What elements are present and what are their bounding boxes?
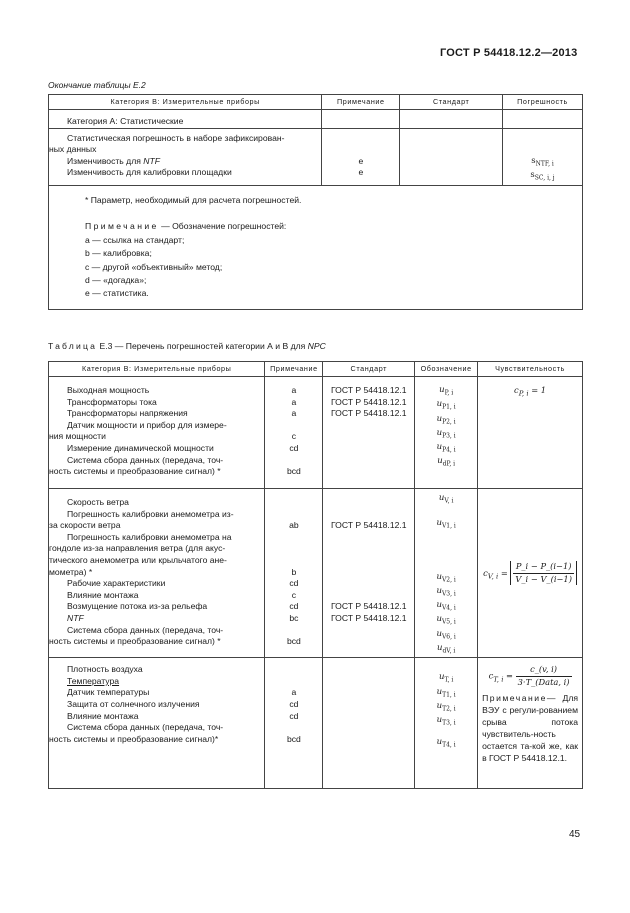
sensitivity-cell: $c_{P, i} = 1$: [478, 377, 583, 489]
note-line: с — другой «объективный» метод;: [85, 261, 223, 272]
table-cell: ГОСТ Р 54418.12.1 ГОСТ Р 54418.12.1 ГОСТ Р 54418.12.1: [323, 377, 415, 489]
table-row: [49, 128, 583, 185]
table-row: [49, 489, 583, 658]
table-row: [49, 185, 583, 309]
table-cell: a a a c cd bcd: [265, 377, 323, 489]
table-row: [49, 658, 583, 789]
table-cell: $u_{T, i}$ $u_{T1, i}$ $u_{T2, i}$ $u_{T3, i}$ $u_{T4, i}$: [415, 658, 478, 789]
section-title: Категория А: Статистические: [49, 110, 322, 129]
table-e3-caption: Таблица Е.3 — Перечень погрешностей категории А и В для NPC: [48, 341, 326, 351]
table-e2: [48, 94, 583, 310]
sensitivity-cell: $c_{V, i}$ = $\frac{P\_i - P\_(i-1)}{V\_i - V\_(i-1)}$: [478, 489, 583, 658]
column-header: Примечание: [265, 362, 323, 377]
column-header: Категория В: Измерительные приборы: [49, 95, 322, 110]
standard-header: ГОСТ Р 54418.12.2—2013: [440, 47, 578, 59]
footnote: * Параметр, необходимый для расчета погрешностей.: [85, 194, 302, 205]
table-cell: ГОСТ Р 54418.12.1 ГОСТ Р 54418.12.1 ГОСТ Р 54418.12.1: [323, 489, 415, 658]
table-header-row: [49, 362, 583, 377]
table-cell: Скорость ветра Погрешность калибровки анемометра из- за скорости ветра Погрешность калибровки анемометра на гондоле из-за направления ветра (для акус- тического анемометра или крыльчатого ане- мометра) * Рабочие характеристики Влияние монтажа Возмущение потока из-за рельефа NTF Система сбора данных (передача, точ- ность системы и преобразование сигнал) *: [49, 489, 265, 658]
table-cell: Выходная мощность Трансформаторы тока Трансформаторы напряжения Датчик мощности и прибор для измере- ния мощности Измерение динамической мощности Система сбора данных (передача, точ- ность системы и преобразование сигнал) *: [49, 377, 265, 489]
table-header-row: [49, 95, 583, 110]
note-lead: Примечание — Обозначение погрешностей:: [85, 221, 287, 232]
table-e2-caption: Окончание таблицы Е.2: [48, 80, 146, 90]
table-cell: e e: [322, 128, 400, 185]
table-cell: Плотность воздуха Температура Датчик температуры Защита от солнечного излучения Влияние монтажа Система сбора данных (передача, точ- ность системы и преобразование сигнал)*: [49, 658, 265, 789]
row-text: Статистическая погрешность в наборе зафиксирован-: [67, 132, 285, 143]
row-text: Изменчивость для калибровки площадки: [67, 167, 232, 178]
note-line: е — статистика.: [85, 288, 149, 299]
table-e3: [48, 361, 583, 789]
table-cell: $u_{P, i}$ $u_{P1, i}$ $u_{P2, i}$ $u_{P3, i}$ $u_{P4, i}$ $u_{dP, i}$: [415, 377, 478, 489]
table-notes: [49, 185, 583, 309]
sensitivity-note: Примечание— Для ВЭУ с регули-рованием срыва потока чувствитель-ность остается та-кой же, как в ГОСТ Р 54418.12.1.: [482, 693, 578, 764]
table-cell: $u_{V, i}$ $u_{V1, i}$ $u_{V2, i}$ $u_{V3, i}$ $u_{V4, i}$ $u_{V5, i}$ $u_{V6, i}$ $u_{dV, i}$: [415, 489, 478, 658]
table-cell: $s_{NTF, i}$ $s_{SC, i, j}$: [503, 128, 583, 185]
note-line: b — калибровка;: [85, 248, 152, 259]
column-header: Стандарт: [400, 95, 503, 110]
table-cell: a cd cd bcd: [265, 658, 323, 789]
sensitivity-cell: $c_{T, i}$ = $\frac{c\_(v, i)}{\text{3·T\_(Data, i)}}$ Примечание— Для ВЭУ с регули-рованием срыва потока чувствитель-ность остается та-кой же, как в ГОСТ Р 54418.12.1.: [478, 658, 583, 789]
page-number: 45: [569, 829, 581, 840]
table-cell: ab b cd c cd bc bcd: [265, 489, 323, 658]
column-header: Примечание: [322, 95, 400, 110]
column-header: Погрешность: [503, 95, 583, 110]
row-text: ных данных: [49, 144, 97, 155]
column-header: Чувствительность: [478, 362, 583, 377]
row-text: Изменчивость для NTF: [67, 155, 160, 166]
column-header: Обозначение: [415, 362, 478, 377]
table-row: [49, 377, 583, 489]
table-row: [49, 110, 583, 129]
table-cell: [49, 128, 322, 185]
column-header: Стандарт: [323, 362, 415, 377]
column-header: Категория В: Измерительные приборы: [49, 362, 265, 377]
note-line: а — ссылка на стандарт;: [85, 234, 185, 245]
note-line: d — «догадка»;: [85, 275, 147, 285]
